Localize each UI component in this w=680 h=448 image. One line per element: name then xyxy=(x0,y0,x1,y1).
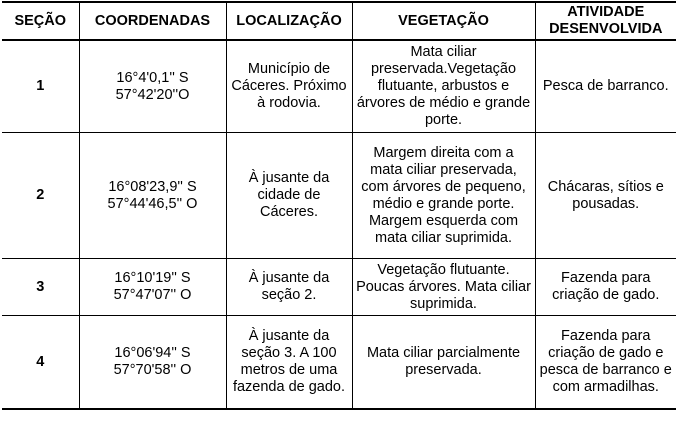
localizacao-cell: À jusante da seção 2. xyxy=(226,259,352,316)
table-row xyxy=(2,316,676,410)
coord-south: 16°08'23,9'' S xyxy=(108,178,197,195)
coord-west: 57°47'07'' O xyxy=(113,287,192,303)
vegetacao-cell: Vegetação flutuante. Poucas árvores. Mata ciliar suprimida. xyxy=(352,259,535,316)
atividade-cell: Fazenda para criação de gado e pesca de barranco e com armadilhas. xyxy=(535,316,676,410)
table-row xyxy=(2,133,676,259)
vegetacao-cell: Mata ciliar parcialmente preservada. xyxy=(352,316,535,410)
table-header-row xyxy=(2,2,676,40)
coord-west: 57°42'20''O xyxy=(115,86,190,103)
atividade-cell: Chácaras, sítios e pousadas. xyxy=(535,133,676,259)
coordenadas-cell xyxy=(79,40,226,133)
coord-west: 57°70'58'' O xyxy=(113,362,192,378)
localizacao-cell: À jusante da seção 3. A 100 metros de uma fazenda de gado. xyxy=(226,316,352,410)
localizacao-cell: Município de Cáceres. Próximo à rodovia. xyxy=(226,40,352,133)
atividade-cell: Fazenda para criação de gado. xyxy=(535,259,676,316)
header-localizacao: LOCALIZAÇÃO xyxy=(226,2,352,40)
coord-south: 16°10'19'' S xyxy=(114,270,191,286)
header-coordenadas: COORDENADAS xyxy=(79,2,226,40)
secao-cell: 3 xyxy=(2,259,79,316)
secao-cell: 2 xyxy=(2,133,79,259)
header-vegetacao: VEGETAÇÃO xyxy=(352,2,535,40)
vegetacao-cell: Mata ciliar preservada.Vegetação flutuante, arbustos e árvores de médio e grande porte. xyxy=(352,40,535,133)
coordenadas-cell xyxy=(79,259,226,316)
atividade-cell: Pesca de barranco. xyxy=(535,40,676,133)
coord-south: 16°06'94'' S xyxy=(114,345,191,361)
localizacao-cell: À jusante da cidade de Cáceres. xyxy=(226,133,352,259)
coord-west: 57°44'46,5'' O xyxy=(107,195,198,212)
coordenadas-cell xyxy=(79,133,226,259)
vegetacao-cell: Margem direita com a mata ciliar preservada, com árvores de pequeno, médio e grande porte. Margem esquerda com mata ciliar suprimida. xyxy=(352,133,535,259)
secao-cell: 1 xyxy=(2,40,79,133)
sections-table xyxy=(2,1,676,410)
table-row xyxy=(2,40,676,133)
secao-cell: 4 xyxy=(2,316,79,410)
header-secao: SEÇÃO xyxy=(2,2,79,40)
coordenadas-cell xyxy=(79,316,226,410)
header-atividade: ATIVIDADE DESENVOLVIDA xyxy=(535,2,676,40)
table-row xyxy=(2,259,676,316)
coord-south: 16°4'0,1'' S xyxy=(116,69,189,86)
